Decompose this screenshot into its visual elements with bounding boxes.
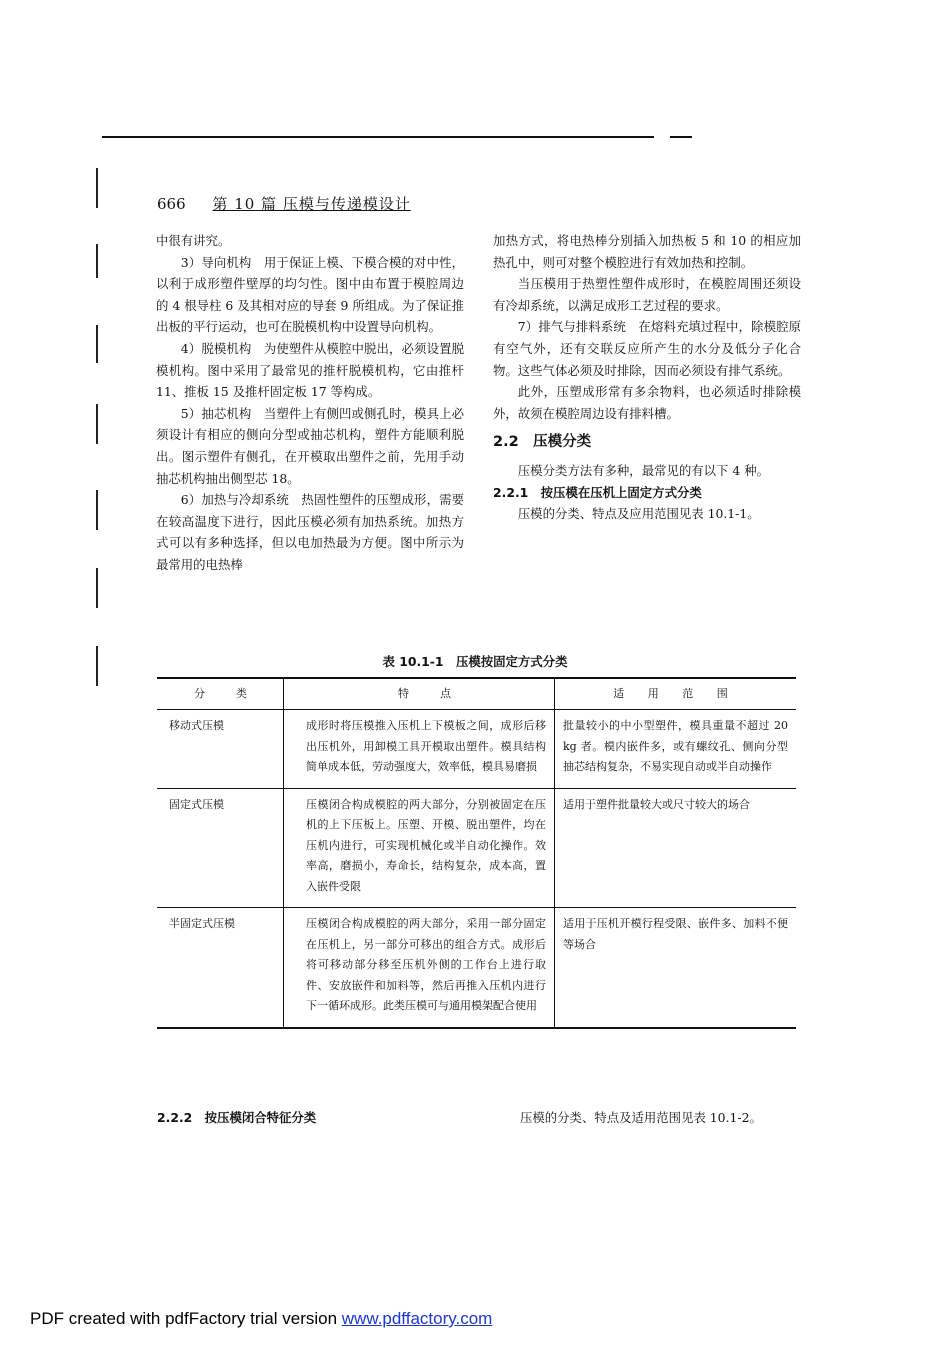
row-category: 半固定式压模 xyxy=(157,908,284,1028)
scan-margin-mark xyxy=(96,568,98,608)
subsection-heading: 2.2.1 按压模在压机上固定方式分类 xyxy=(493,484,702,500)
page-header xyxy=(157,193,411,214)
row-features: 成形时将压模推入压机上下模板之间，成形后移出压机外，用卸模工具开模取出塑件。模具结构简单成本低，劳动强度大，效率低，模具易磨损 xyxy=(284,710,555,789)
header-category: 分 类 xyxy=(157,678,284,710)
paragraph: 6）加热与冷却系统 热固性塑件的压塑成形，需要在较高温度下进行，因此压模必须有加热系统。加热方式可以有多种选择，但以电加热最为方便。图中所示为最常用的电热棒 xyxy=(156,492,464,572)
header-rule xyxy=(102,136,654,138)
row-application: 适用于塑件批量较大或尺寸较大的场合 xyxy=(555,788,797,908)
header-rule-fragment xyxy=(670,136,692,138)
right-paragraphs xyxy=(493,230,801,424)
table-header-row xyxy=(157,678,796,710)
paragraph: 4）脱模机构 为使塑件从模腔中脱出，必须设置脱模机构。图中采用了最常见的推杆脱模机构，它由推杆 11、推板 15 及推杆固定板 17 等构成。 xyxy=(156,340,464,400)
table-row xyxy=(157,788,796,908)
chapter-title: 第 10 篇 压模与传递模设计 xyxy=(212,195,411,213)
left-column xyxy=(156,230,464,576)
paragraph: 7）排气与排料系统 在熔料充填过程中，除模腔原有空气外，还有交联反应所产生的水分及低分子化合物。这些气体必须及时排除，因而必须设有排气系统。 xyxy=(493,319,801,378)
right-column xyxy=(493,230,801,525)
header-features: 特 点 xyxy=(284,678,555,710)
paragraph: 中很有讲究。 xyxy=(156,233,231,248)
pdf-watermark-note xyxy=(30,1309,492,1329)
paragraph: 5）抽芯机构 当塑件上有侧凹或侧孔时，模具上必须设计有相应的侧向分型或抽芯机构，塑件方能顺利脱出。图示塑件有侧孔，在开模取出塑件之前，先用手动抽芯机构抽出侧型芯 18。 xyxy=(156,405,464,486)
row-application: 批量较小的中小型塑件，模具重量不超过 20 kg 者。模内嵌件多，或有螺纹孔、侧向分型抽芯结构复杂，不易实现自动或半自动操作 xyxy=(555,710,797,789)
paragraph: 加热方式，将电热棒分别插入加热板 5 和 10 的相应加热孔中，则可对整个模腔进行有效加热和控制。 xyxy=(493,233,801,270)
scan-margin-mark xyxy=(96,244,98,278)
subsection-heading-2-2-2: 2.2.2 按压模闭合特征分类 xyxy=(157,1110,317,1125)
row-category: 移动式压模 xyxy=(157,710,284,789)
row-features: 压模闭合构成模腔的两大部分，采用一部分固定在压机上，另一部分可移出的组合方式。成形后将可移动部分移至压机外侧的工作台上进行取件、安放嵌件和加料等，然后再推入压机内进行下一循环成形。此类压模可与通用模架配合使用 xyxy=(284,908,555,1028)
row-category: 固定式压模 xyxy=(157,788,284,908)
header-application: 适 用 范 围 xyxy=(555,678,797,710)
scan-margin-mark xyxy=(96,325,98,363)
section-heading: 2.2 压模分类 xyxy=(493,434,592,451)
paragraph: 3）导向机构 用于保证上模、下模合模的对中性，以利于成形塑件壁厚的均匀性。图中由布置于模腔周边的 4 根导柱 6 及其相对应的导套 9 所组成。为了保证推出板的平行运动，也可在脱模机构中设置导向机构。 xyxy=(156,254,464,335)
section-intro: 压模分类方法有多种，最常见的有以下 4 种。 xyxy=(517,462,769,478)
row-application: 适用于压机开模行程受限、嵌件多、加料不便等场合 xyxy=(555,908,797,1028)
table-row xyxy=(157,710,796,789)
footer-reference-text: 压模的分类、特点及适用范围见表 10.1-2。 xyxy=(520,1110,762,1125)
table-row xyxy=(157,908,796,1028)
page-number: 666 xyxy=(157,195,186,213)
table-caption: 表 10.1-1 压模按固定方式分类 xyxy=(382,654,568,669)
scan-margin-mark xyxy=(96,490,98,530)
subsection-text: 压模的分类、特点及应用范围见表 10.1-1。 xyxy=(517,506,760,522)
scan-margin-mark xyxy=(96,404,98,444)
pdf-note-prefix: PDF created with pdfFactory trial version xyxy=(30,1309,342,1328)
pdffactory-link[interactable]: www.pdffactory.com xyxy=(341,1309,493,1328)
row-features: 压模闭合构成模腔的两大部分，分别被固定在压机的上下压板上。压塑、开模、脱出塑件，均在压机内进行，可实现机械化或半自动化操作。效率高，磨损小，寿命长，结构复杂，成本高，置入嵌件受限 xyxy=(284,788,555,908)
paragraph: 当压模用于热塑性塑件成形时，在模腔周围还须设有冷却系统，以满足成形工艺过程的要求。 xyxy=(493,276,801,313)
classification-table xyxy=(157,677,796,1029)
scan-margin-mark xyxy=(96,168,98,208)
paragraph: 此外，压塑成形常有多余物料，也必须适时排除模外，故须在模腔周边设有排料槽。 xyxy=(493,384,801,421)
